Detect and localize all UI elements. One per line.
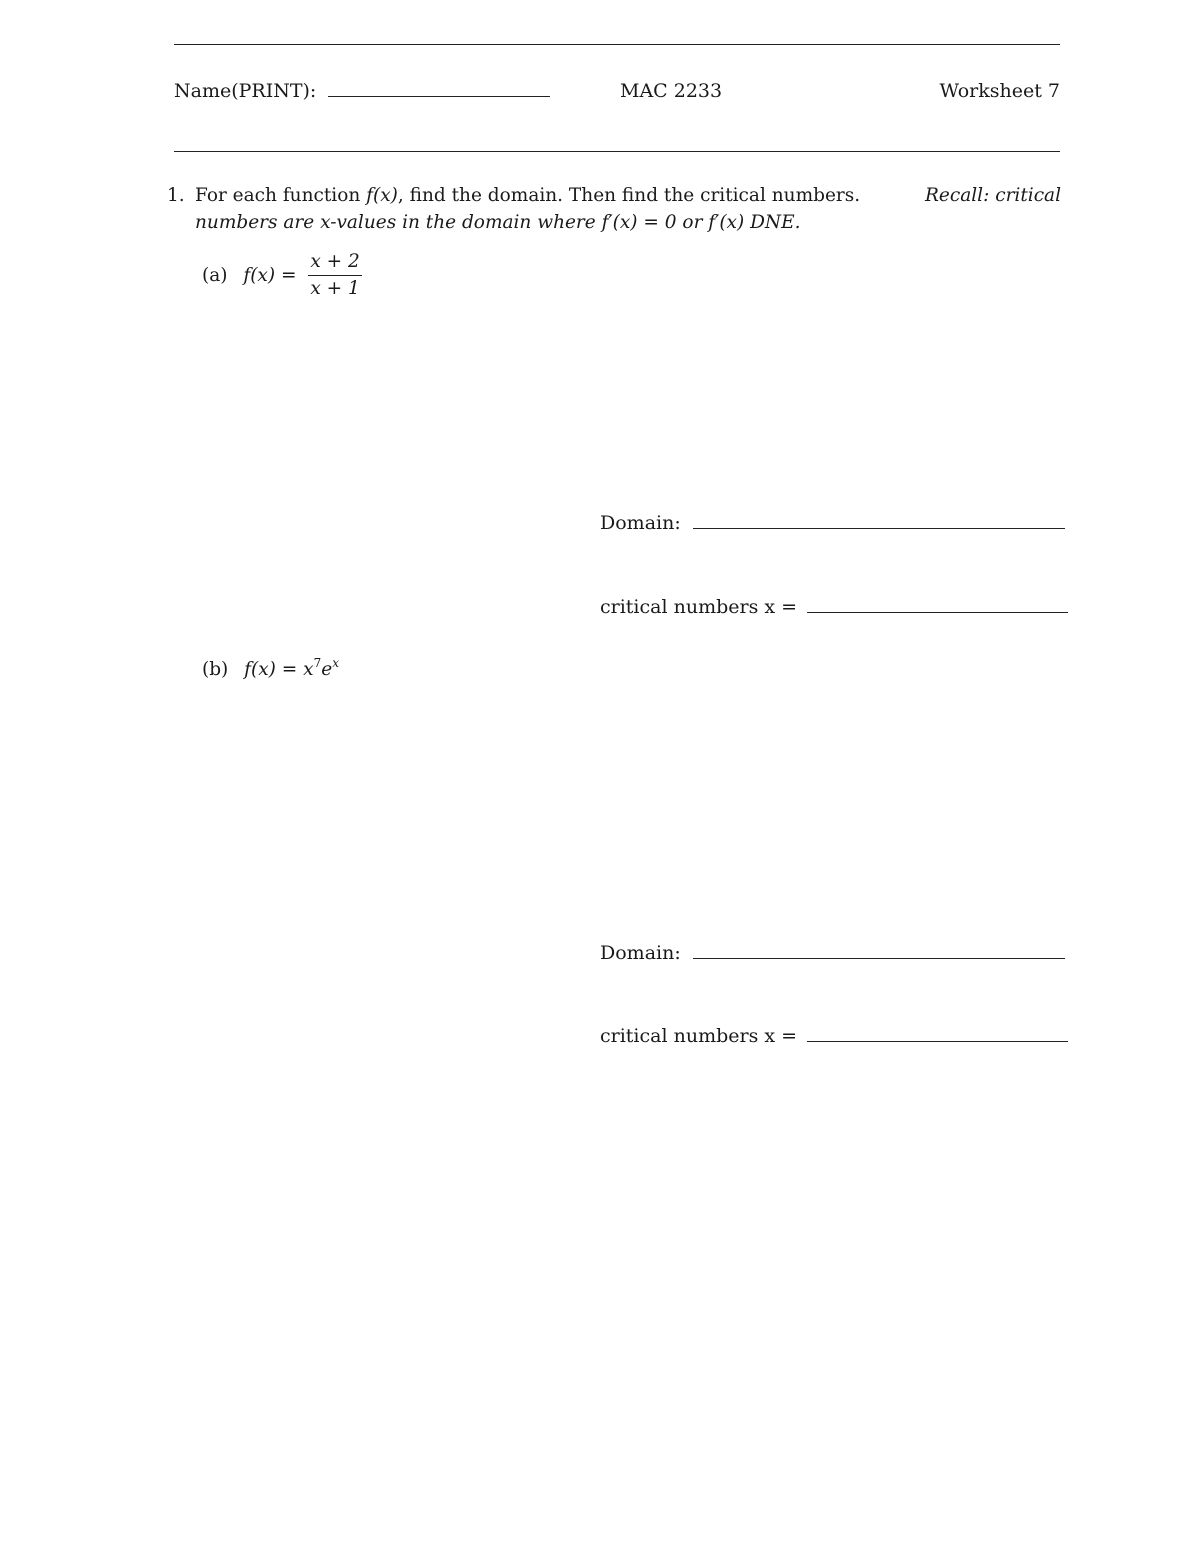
part-b-exp2: x [332,656,339,670]
part-a-fraction [308,249,361,302]
part-a-domain-blank[interactable] [693,528,1065,529]
part-a-domain [600,512,1065,534]
header-top-rule [174,44,1060,45]
part-b-critical [600,1025,1068,1047]
worksheet-title: Worksheet 7 [939,80,1060,102]
part-b-domain [600,942,1065,964]
part-a-critical [600,596,1068,618]
part-b-critical-blank[interactable] [807,1041,1068,1042]
question-line-1: For each function f(x), find the domain. Then find the critical numbers. Recall: critical [195,182,1061,209]
part-a [202,249,362,302]
critical-label: critical numbers x = [600,1025,798,1047]
question-number: 1. [167,185,185,206]
part-b-exp1: 7 [313,656,322,670]
name-field [174,80,550,102]
part-a-lhs: f(x) = [243,265,297,286]
domain-label: Domain: [600,512,681,534]
domain-label: Domain: [600,942,681,964]
name-blank[interactable] [328,96,550,97]
part-b-base2: e [321,659,333,680]
header-bottom-rule [174,151,1060,152]
part-b-domain-blank[interactable] [693,958,1065,959]
part-b-label: (b) [202,659,229,680]
critical-label: critical numbers x = [600,596,798,618]
name-label: Name(PRINT): [174,80,317,102]
part-a-denominator: x + 1 [310,278,360,299]
part-a-numerator: x + 2 [308,249,361,276]
part-a-label: (a) [202,265,228,286]
part-b [202,656,339,683]
question-line-2: numbers are x-values in the domain where f′(x) = 0 or f′(x) DNE. [195,212,801,233]
part-a-critical-blank[interactable] [807,612,1068,613]
part-b-lhs: f(x) = x [244,659,314,680]
course-code: MAC 2233 [620,80,723,102]
recall-note: Recall: critical [925,185,1061,206]
